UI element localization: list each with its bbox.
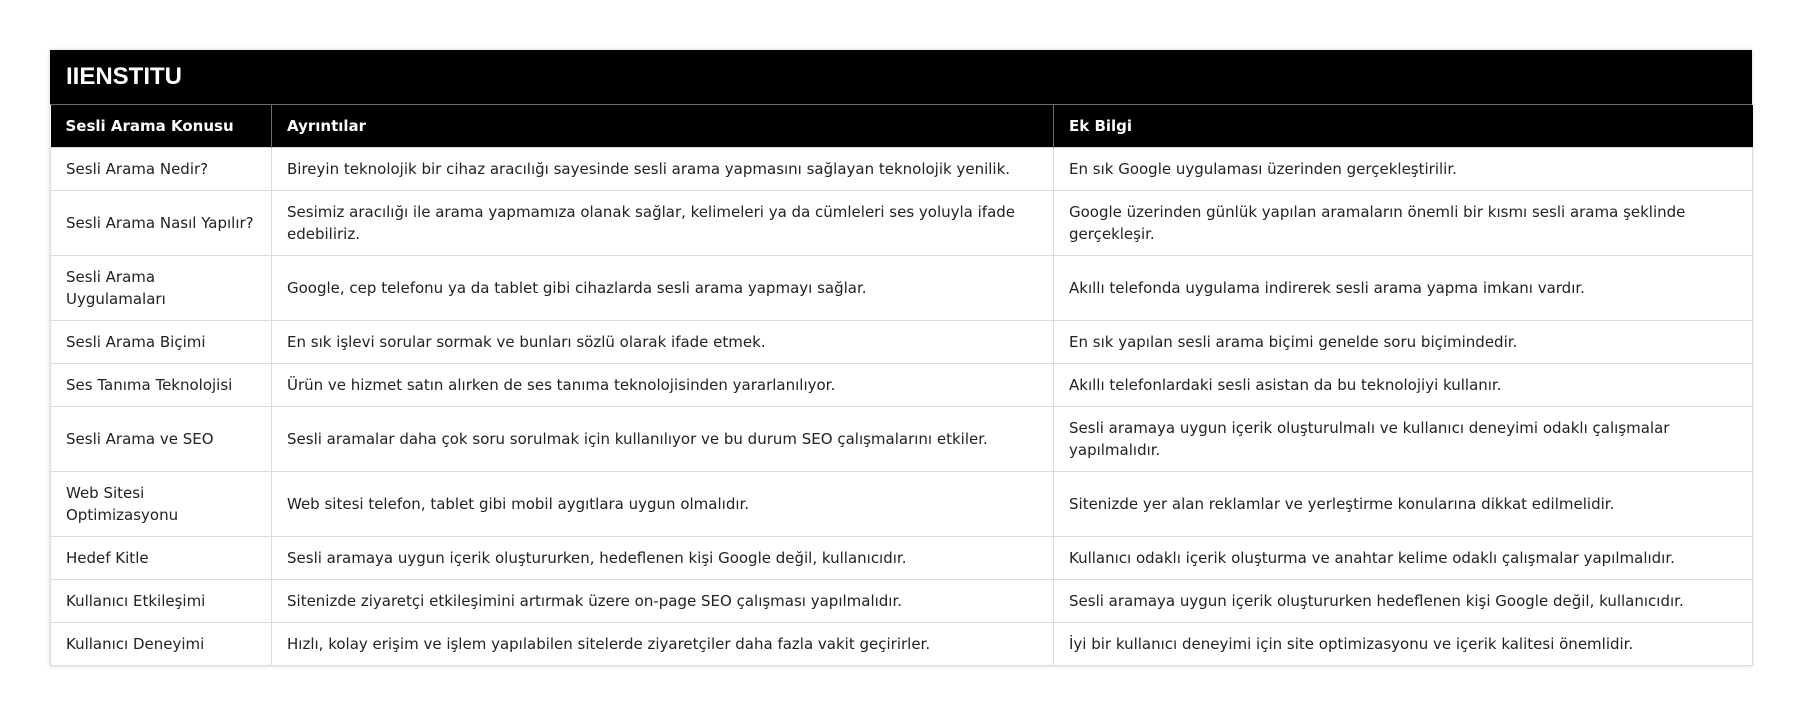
table-row (51, 320, 1753, 363)
cell-details: Sesli aramaya uygun içerik oluştururken, hedeflenen kişi Google değil, kullanıcıdır. (272, 536, 1054, 579)
header-topic: Sesli Arama Konusu (51, 105, 272, 147)
cell-topic: Ses Tanıma Teknolojisi (51, 363, 272, 406)
header-extra-info: Ek Bilgi (1054, 105, 1753, 147)
cell-extra-info: En sık yapılan sesli arama biçimi genelde soru biçimindedir. (1054, 320, 1753, 363)
table-row (51, 471, 1753, 536)
table-title: IIENSTITU (50, 50, 1752, 105)
cell-topic: Web Sitesi Optimizasyonu (51, 471, 272, 536)
table-row (51, 622, 1753, 665)
table-row (51, 363, 1753, 406)
cell-topic: Sesli Arama Biçimi (51, 320, 272, 363)
cell-details: Sesli aramalar daha çok soru sorulmak için kullanılıyor ve bu durum SEO çalışmalarını etkiler. (272, 406, 1054, 471)
cell-topic: Sesli Arama Nedir? (51, 147, 272, 190)
table-row (51, 536, 1753, 579)
cell-topic: Sesli Arama Uygulamaları (51, 255, 272, 320)
content-table-card (50, 50, 1752, 666)
cell-topic: Kullanıcı Etkileşimi (51, 579, 272, 622)
cell-extra-info: Google üzerinden günlük yapılan aramaların önemli bir kısmı sesli arama şeklinde gerçekleşir. (1054, 190, 1753, 255)
cell-topic: Kullanıcı Deneyimi (51, 622, 272, 665)
cell-topic: Sesli Arama Nasıl Yapılır? (51, 190, 272, 255)
cell-extra-info: En sık Google uygulaması üzerinden gerçekleştirilir. (1054, 147, 1753, 190)
cell-extra-info: Sesli aramaya uygun içerik oluşturulmalı ve kullanıcı deneyimi odaklı çalışmalar yapılmalıdır. (1054, 406, 1753, 471)
voice-search-table (50, 105, 1753, 666)
cell-topic: Sesli Arama ve SEO (51, 406, 272, 471)
cell-extra-info: Sitenizde yer alan reklamlar ve yerleştirme konularına dikkat edilmelidir. (1054, 471, 1753, 536)
table-row (51, 579, 1753, 622)
table-row (51, 406, 1753, 471)
cell-extra-info: Sesli aramaya uygun içerik oluştururken hedeflenen kişi Google değil, kullanıcıdır. (1054, 579, 1753, 622)
table-header-row (51, 105, 1753, 147)
cell-details: Sitenizde ziyaretçi etkileşimini artırmak üzere on-page SEO çalışması yapılmalıdır. (272, 579, 1054, 622)
cell-details: En sık işlevi sorular sormak ve bunları sözlü olarak ifade etmek. (272, 320, 1054, 363)
cell-details: Google, cep telefonu ya da tablet gibi cihazlarda sesli arama yapmayı sağlar. (272, 255, 1054, 320)
table-row (51, 147, 1753, 190)
cell-extra-info: İyi bir kullanıcı deneyimi için site optimizasyonu ve içerik kalitesi önemlidir. (1054, 622, 1753, 665)
cell-extra-info: Akıllı telefonda uygulama indirerek sesli arama yapma imkanı vardır. (1054, 255, 1753, 320)
cell-details: Sesimiz aracılığı ile arama yapmamıza olanak sağlar, kelimeleri ya da cümleleri ses yoluyla ifade edebiliriz. (272, 190, 1054, 255)
cell-extra-info: Akıllı telefonlardaki sesli asistan da bu teknolojiyi kullanır. (1054, 363, 1753, 406)
table-row (51, 190, 1753, 255)
cell-details: Ürün ve hizmet satın alırken de ses tanıma teknolojisinden yararlanılıyor. (272, 363, 1054, 406)
table-row (51, 255, 1753, 320)
cell-extra-info: Kullanıcı odaklı içerik oluşturma ve anahtar kelime odaklı çalışmalar yapılmalıdır. (1054, 536, 1753, 579)
cell-topic: Hedef Kitle (51, 536, 272, 579)
cell-details: Web sitesi telefon, tablet gibi mobil aygıtlara uygun olmalıdır. (272, 471, 1054, 536)
header-details: Ayrıntılar (272, 105, 1054, 147)
cell-details: Bireyin teknolojik bir cihaz aracılığı sayesinde sesli arama yapmasını sağlayan teknolojik yenilik. (272, 147, 1054, 190)
cell-details: Hızlı, kolay erişim ve işlem yapılabilen sitelerde ziyaretçiler daha fazla vakit geçirirler. (272, 622, 1054, 665)
